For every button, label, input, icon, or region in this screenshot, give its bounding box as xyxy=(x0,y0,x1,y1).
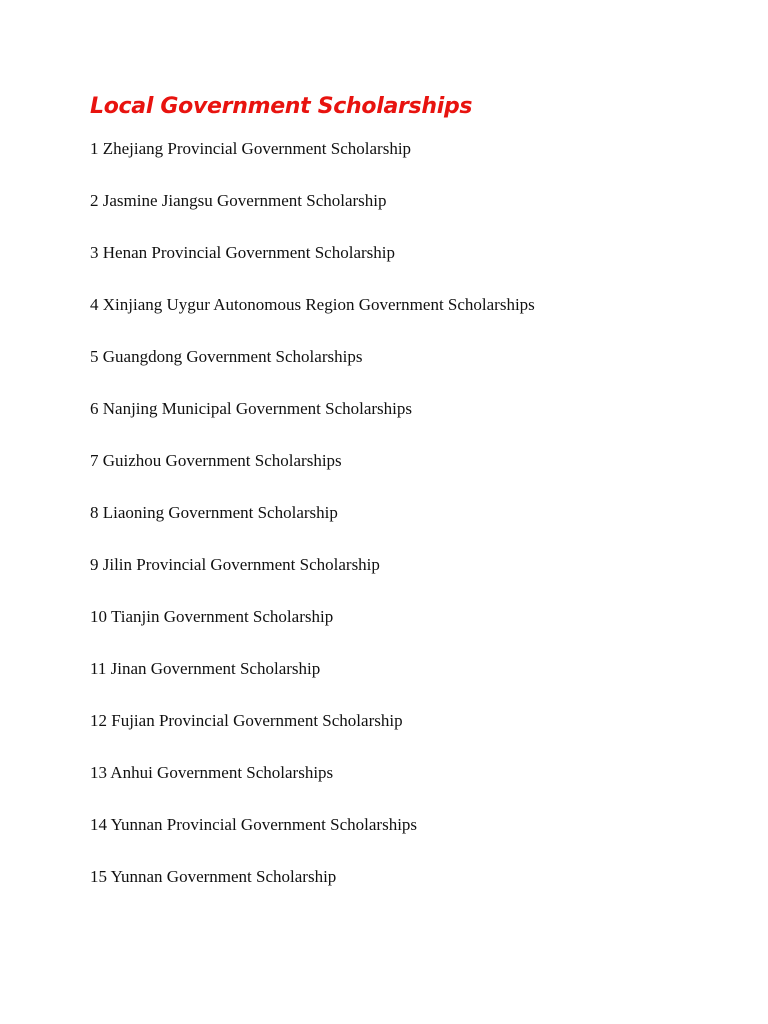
list-item: 14 Yunnan Provincial Government Scholarships xyxy=(90,815,418,834)
list-item: 6 Nanjing Municipal Government Scholarships xyxy=(90,399,413,418)
list-item: 10 Tianjin Government Scholarship xyxy=(90,607,334,626)
list-item: 4 Xinjiang Uygur Autonomous Region Government Scholarships xyxy=(90,295,535,314)
list-item: 12 Fujian Provincial Government Scholarship xyxy=(90,711,403,730)
list-item: 7 Guizhou Government Scholarships xyxy=(90,451,342,470)
list-item: 5 Guangdong Government Scholarships xyxy=(90,347,363,366)
scholarship-list xyxy=(90,136,535,916)
list-item: 11 Jinan Government Scholarship xyxy=(90,659,321,678)
list-item: 13 Anhui Government Scholarships xyxy=(90,763,334,782)
list-item: 1 Zhejiang Provincial Government Scholarship xyxy=(90,139,412,158)
list-item: 8 Liaoning Government Scholarship xyxy=(90,503,338,522)
list-item: 15 Yunnan Government Scholarship xyxy=(90,867,337,886)
list-item: 3 Henan Provincial Government Scholarship xyxy=(90,243,395,262)
list-item: 9 Jilin Provincial Government Scholarship xyxy=(90,555,380,574)
list-item: 2 Jasmine Jiangsu Government Scholarship xyxy=(90,191,387,210)
document-title: Local Government Scholarships xyxy=(90,94,473,119)
